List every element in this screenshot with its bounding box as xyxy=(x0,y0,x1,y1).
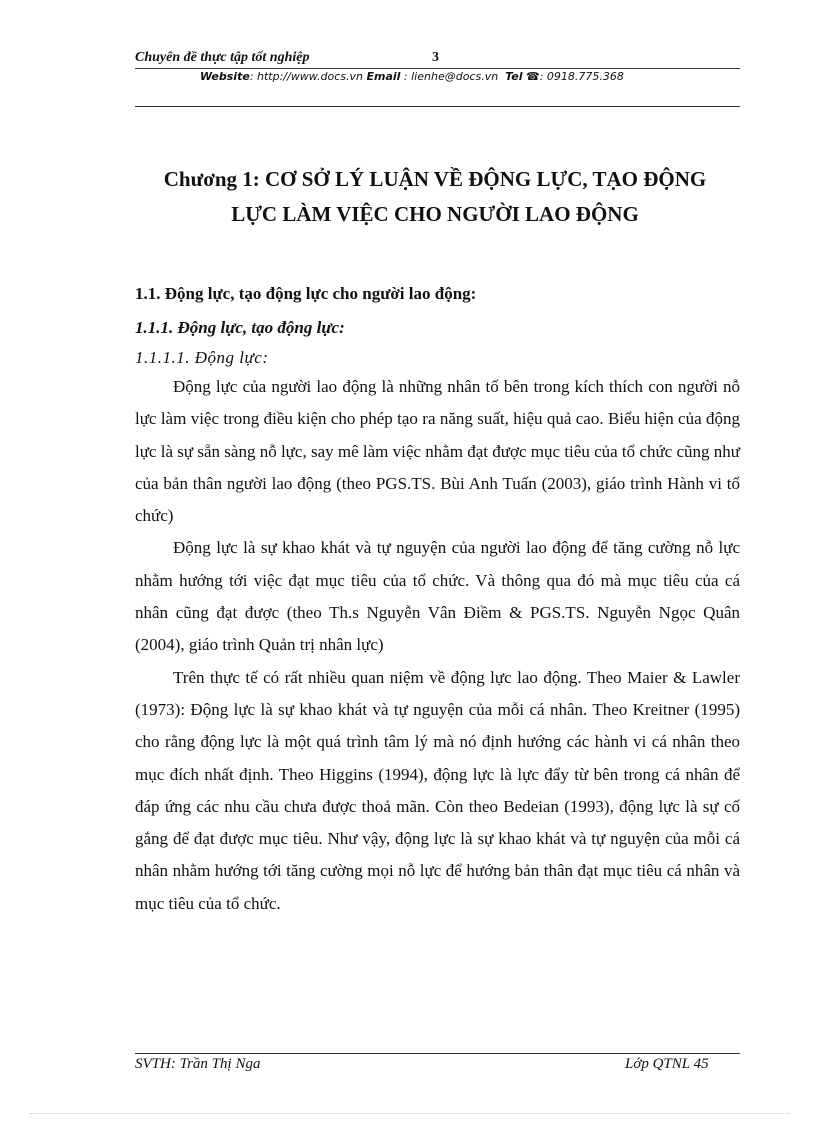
paragraph: Động lực là sự khao khát và tự nguyện của người lao động để tăng cường nỗ lực nhằm hướng tới việc đạt mục tiêu của tổ chức. Và thông qua đó mà mục tiêu của cá nhân cũng đạt được (theo Th.s Nguyễn Vân Điềm & PGS.TS. Nguyễn Ngọc Quân (2004), giáo trình Quản trị nhân lực) xyxy=(135,538,740,655)
body-text xyxy=(135,371,740,920)
website-label: Website xyxy=(200,70,250,83)
chapter-title xyxy=(110,162,760,232)
paragraph: Động lực của người lao động là những nhân tố bên trong kích thích con người nỗ lực làm việc trong điều kiện cho phép tạo ra năng suất, hiệu quả cao. Biểu hiện của động lực là sự sẵn sàng nỗ lực, say mê làm việc nhằm đạt được mục tiêu của tổ chức cũng như của bản thân người lao động (theo PGS.TS. Bùi Anh Tuấn (2003), giáo trình Hành vi tổ chức) xyxy=(135,377,740,526)
page-number: 3 xyxy=(432,50,439,65)
header-divider xyxy=(135,68,740,69)
footer-divider xyxy=(135,1053,740,1054)
header-bottom-divider xyxy=(135,106,740,107)
footer-class: Lớp QTNL 45 xyxy=(625,1056,709,1072)
header-title: Chuyên đề thực tập tốt nghiệp xyxy=(135,50,310,65)
email-label: Email xyxy=(366,70,401,83)
footer-student: SVTH: Trần Thị Nga xyxy=(135,1056,261,1072)
chapter-title-line-2: LỰC LÀM VIỆC CHO NGƯỜI LAO ĐỘNG xyxy=(231,202,639,226)
email-value: : lienhe@docs.vn xyxy=(400,70,499,83)
chapter-title-line-1: Chương 1: CƠ SỞ LÝ LUẬN VỀ ĐỘNG LỰC, TẠO ĐỘNG xyxy=(163,167,707,191)
subsubsection-heading: 1.1.1.1. Động lực: xyxy=(135,348,269,367)
page-bottom-rule xyxy=(30,1113,790,1114)
tel-value: ☎: 0918.775.368 xyxy=(526,70,624,83)
paragraph: Trên thực tế có rất nhiều quan niệm về động lực lao động. Theo Maier & Lawler (1973): Động lực là sự khao khát và tự nguyện của mỗi cá nhân. Theo Kreitner (1995) cho rằng động lực là một quá trình tâm lý mà nó định hướng các hành vi cá nhân theo mục đích nhất định. Theo Higgins (1994), động lực là lực đẩy từ bên trong cá nhân để đáp ứng các nhu cầu chưa được thoả mãn. Còn theo Bedeian (1993), động lực là sự cố gắng để đạt được mục tiêu. Như vậy, động lực là sự khao khát và tự nguyện của mỗi cá nhân nhằm hướng tới tăng cường mọi nỗ lực để hướng bản thân đạt mục tiêu cá nhân và mục tiêu của tổ chức. xyxy=(135,667,740,913)
subsection-heading: 1.1.1. Động lực, tạo động lực: xyxy=(135,318,345,337)
tel-label: Tel xyxy=(505,70,523,83)
website-value: : http://www.docs.vn xyxy=(249,70,363,83)
contact-line xyxy=(200,70,624,83)
section-heading: 1.1. Động lực, tạo động lực cho người lao động: xyxy=(135,284,477,303)
